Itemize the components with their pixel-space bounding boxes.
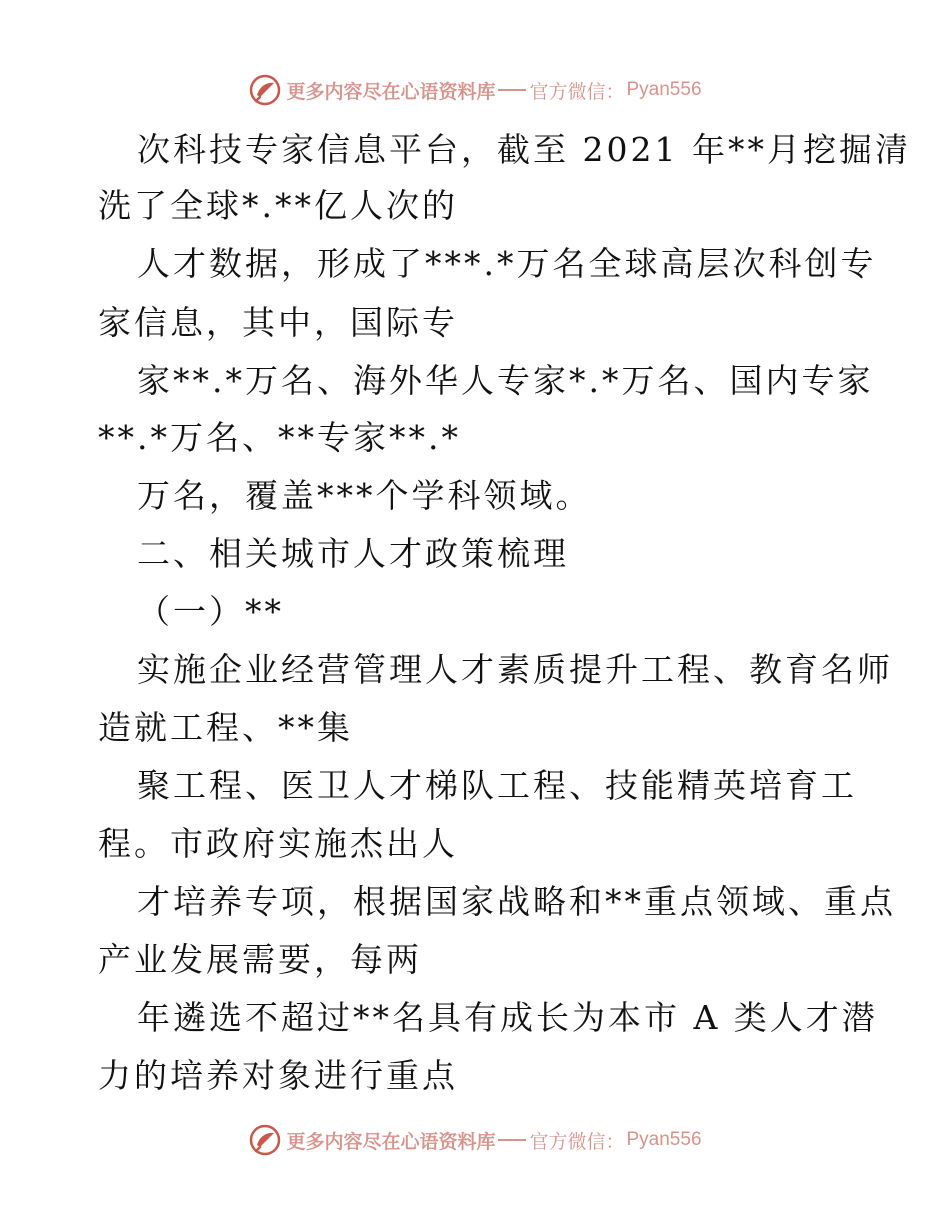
watermark-separator xyxy=(498,89,526,91)
text-line: 产业发展需要，每两 xyxy=(98,940,422,979)
text-line: 实施企业经营管理人才素质提升工程、教育名师 xyxy=(137,650,893,689)
watermark-brand-text: 更多内容尽在心语资料库 xyxy=(286,80,496,103)
section-heading: 二、相关城市人才政策梳理 xyxy=(137,534,569,573)
brand-logo-icon xyxy=(248,1123,282,1157)
text-line: 力的培养对象进行重点 xyxy=(98,1056,458,1095)
watermark-wechat-id: Pyan556 xyxy=(626,79,702,100)
watermark-separator xyxy=(498,1139,526,1141)
subsection-heading: （一）** xyxy=(137,592,284,631)
header-watermark xyxy=(0,70,950,110)
text-line: 才培养专项，根据国家战略和**重点领域、重点 xyxy=(137,882,896,921)
text-line: 年遴选不超过**名具有成长为本市 A 类人才潜 xyxy=(137,998,878,1037)
text-line: 洗了全球*.**亿人次的 xyxy=(98,186,458,225)
text-line: 造就工程、**集 xyxy=(98,708,353,747)
brand-logo-icon xyxy=(248,73,282,107)
text-line: 家信息，其中，国际专 xyxy=(98,303,458,342)
text-line: 程。市政府实施杰出人 xyxy=(98,824,458,863)
text-line: 万名，覆盖***个学科领域。 xyxy=(137,476,592,515)
text-line: **.*万名、**专家**.* xyxy=(98,418,461,457)
footer-watermark xyxy=(0,1120,950,1160)
watermark-brand-text: 更多内容尽在心语资料库 xyxy=(286,1130,496,1153)
watermark-wechat-label: 官方微信： xyxy=(529,80,625,103)
text-line: 聚工程、医卫人才梯队工程、技能精英培育工 xyxy=(137,766,857,805)
watermark-wechat-id: Pyan556 xyxy=(626,1129,702,1150)
text-line: 家**.*万名、海外华人专家*.*万名、国内专家 xyxy=(137,361,874,400)
text-line: 次科技专家信息平台，截至 2021 年**月挖掘清 xyxy=(137,130,911,169)
text-line: 人才数据，形成了***.*万名全球高层次科创专 xyxy=(137,244,877,283)
watermark-wechat-label: 官方微信： xyxy=(529,1130,625,1153)
